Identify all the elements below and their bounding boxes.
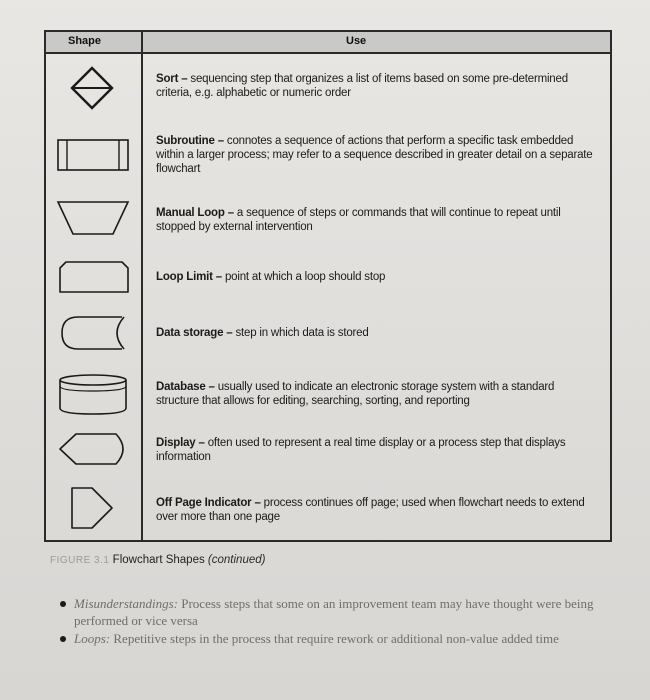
caption-continued: (continued) — [207, 554, 266, 566]
row-description: step in which data is stored — [235, 327, 369, 339]
row-term: Manual Loop — [156, 206, 225, 219]
off-page-indicator-icon — [46, 480, 141, 540]
table-row: Manual Loop – a sequence of steps or commands that will continue to repeat until stopped by external intervention — [46, 192, 610, 247]
bullet-text: Process steps that some on an improvement team may have thought were being performed or vice versa — [74, 596, 594, 628]
bullet-list — [60, 595, 645, 648]
bullet-term: Loops: — [74, 631, 111, 646]
row-term: Data storage — [156, 327, 224, 339]
manual-loop-trapezoid-icon — [46, 192, 141, 247]
database-cylinder-icon — [46, 366, 141, 422]
row-description: sequencing step that organizes a list of items based on some pre-determined criteria, e.g. alphabetic or numeric order — [156, 73, 568, 99]
bullet-text: Repetitive steps in the process that require rework or additional non-value added time — [113, 631, 559, 646]
subroutine-rectangle-icon — [46, 122, 141, 187]
table-row: Data storage – step in which data is stored — [46, 308, 610, 358]
table-row: Sort – sequencing step that organizes a list of items based on some pre-determined criteria, e.g. alphabetic or numeric order — [46, 56, 610, 116]
row-term: Sort — [156, 73, 179, 85]
row-term: Database — [156, 381, 206, 393]
table-header — [46, 32, 610, 54]
data-storage-icon — [46, 308, 141, 358]
table-row: Database – usually used to indicate an electronic storage system with a standard structure that allows for editing, searching, sorting, and reporting — [46, 366, 610, 422]
use-column-header: Use — [346, 35, 367, 47]
row-term: Subroutine — [156, 134, 215, 147]
row-description: often used to represent a real time display or a process step that displays information — [156, 436, 566, 463]
sort-diamond-icon — [46, 56, 141, 116]
row-term: Off Page Indicator — [156, 497, 252, 509]
table-row: Loop Limit – point at which a loop should stop — [46, 252, 610, 302]
display-icon — [46, 422, 141, 477]
flowchart-shapes-table — [44, 30, 612, 542]
row-term: Display — [156, 436, 196, 449]
row-description: process continues off page; used when flowchart needs to extend over more than one page — [156, 497, 585, 523]
figure-number: FIGURE 3.1 — [50, 555, 110, 566]
loop-limit-icon — [46, 252, 141, 302]
row-description: connotes a sequence of actions that perform a specific task embedded within a larger process; may refer to a sequence described in greater detail on a separate flowchart — [156, 134, 593, 175]
bullet-term: Misunderstandings: — [74, 596, 178, 611]
row-term: Loop Limit — [156, 271, 213, 283]
table-row: Display – often used to represent a real time display or a process step that displays information — [46, 422, 610, 477]
row-description: point at which a loop should stop — [224, 271, 386, 283]
table-row: Off Page Indicator – process continues off page; used when flowchart needs to extend over more than one page — [46, 480, 610, 540]
row-description: a sequence of steps or commands that will continue to repeat until stopped by external intervention — [156, 206, 561, 233]
shape-column-header: Shape — [68, 35, 102, 47]
list-item — [60, 595, 645, 629]
table-row: Subroutine – connotes a sequence of actions that perform a specific task embedded within a larger process; may refer to a sequence described in greater detail on a separate flowchart — [46, 122, 610, 187]
figure-caption — [50, 554, 265, 566]
row-description: usually used to indicate an electronic storage system with a standard structure that allows for editing, searching, sorting, and reporting — [156, 381, 555, 407]
list-item — [60, 630, 645, 647]
caption-text: Flowchart Shapes — [112, 554, 205, 566]
